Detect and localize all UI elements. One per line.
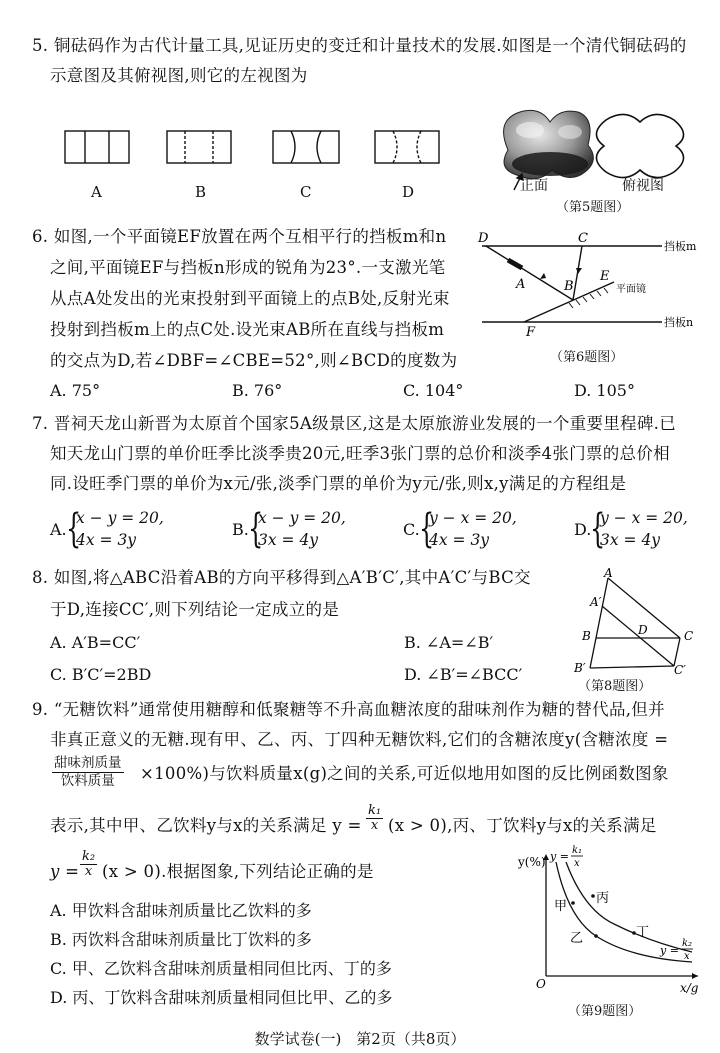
- fig6-label-b: B: [564, 279, 574, 294]
- q5-option-c: C: [300, 183, 312, 201]
- ray-arrow-icon: [540, 273, 546, 279]
- q8-figure: [554, 568, 704, 678]
- q6-caption: （第6题图）: [550, 350, 624, 365]
- q6-option-c: C. 104°: [403, 381, 464, 400]
- page-footer: 数学试卷(一) 第2页（共8页）: [254, 1030, 466, 1048]
- fraction-numerator: k₁: [368, 803, 382, 818]
- q8-option-b: B. ∠A=∠B′: [404, 633, 494, 652]
- point-jia: [571, 901, 575, 905]
- line-cc1: [674, 638, 680, 666]
- q9-line3: ×100%)与饮料质量x(g)之间的关系,可近似地用如图的反比例函数图象: [140, 764, 669, 783]
- q7-option-a-eq1: x − y = 20,: [76, 509, 164, 527]
- q7-option-d-eq2: 3x = 4y: [600, 531, 661, 549]
- fig8-label-b: B: [582, 629, 591, 643]
- fig9-label-ding: 丁: [636, 925, 650, 940]
- line-ab: [486, 246, 573, 300]
- q9-line4-b: (x > 0),丙、丁饮料y与x的关系满足: [388, 816, 657, 835]
- q7-line1: 7. 晋祠天龙山新晋为太原首个国家5A级景区,这是太原旅游业发展的一个重要里程碑.已: [32, 414, 676, 433]
- q5-line2: 示意图及其俯视图,则它的左视图为: [50, 66, 308, 85]
- q9-y-equals: y =: [50, 862, 80, 881]
- q9-k2-fraction: [80, 850, 97, 879]
- q7-option-b-letter: B.: [232, 520, 249, 539]
- q9-option-b: B. 丙饮料含甜味剂质量比丁饮料的多: [50, 930, 312, 949]
- line-ab1: [590, 578, 608, 668]
- top-view-shape: [596, 114, 683, 177]
- fig6-label-board-n: 挡板n: [664, 316, 694, 329]
- curve-k2: [566, 862, 692, 952]
- q7-option-c-system: [419, 506, 517, 552]
- q7-option-a-system: [66, 506, 164, 552]
- weight-photo: [504, 110, 594, 179]
- q7-option-c-letter: C.: [403, 520, 420, 539]
- q9-k1-fraction: [366, 804, 383, 833]
- point-bing: [591, 894, 595, 898]
- q7-option-c-eq2: 4x = 3y: [429, 531, 490, 549]
- fig9-k2: k₂: [682, 938, 693, 949]
- q8-line1: 8. 如图,将△ABC沿着AB的方向平移得到△A′B′C′,其中A′C′与BC交: [32, 568, 531, 587]
- q7-option-d-letter: D.: [574, 520, 592, 539]
- q9-figure: [510, 840, 714, 1020]
- fig6-label-d: D: [478, 231, 489, 246]
- q7-option-b-eq2: 3x = 4y: [258, 531, 319, 549]
- fig8-label-d: D: [638, 623, 648, 637]
- q5-line1: 5. 铜砝码作为古代计量工具,见证历史的变迁和计量技术的发展.如图是一个清代铜砝码的: [32, 36, 687, 55]
- q5-option-d: D: [402, 183, 415, 201]
- q7-option-b-eq1: x − y = 20,: [258, 509, 346, 527]
- q5-option-b: B: [195, 183, 207, 201]
- fig9-y-axis-label: y(%): [518, 855, 546, 869]
- laser-pointer: [508, 260, 522, 268]
- fraction-numerator: k₂: [82, 849, 96, 864]
- fraction-numerator: 甜味剂质量: [54, 755, 122, 771]
- q5-figure-c: [273, 131, 339, 163]
- q9-line4-a: 表示,其中甲、乙饮料y与x的关系满足 y =: [50, 816, 362, 835]
- q6-line4: 投射到挡板m上的点C处.设光束AB所在直线与挡板m: [50, 320, 445, 339]
- fig9-x-den-2: x: [684, 951, 690, 962]
- fig6-label-mirror: 平面镜: [616, 284, 646, 295]
- q5-figure-a: [65, 131, 129, 163]
- fig9-label-bing: 丙: [596, 891, 610, 906]
- q5-top-view-label: 俯视图: [622, 178, 664, 194]
- q6-line5: 的交点为D,若∠DBF=∠CBE=52°,则∠BCD的度数为: [50, 351, 458, 370]
- fig8-label-b1: B′: [574, 661, 586, 675]
- line-bc: [573, 246, 582, 300]
- q9-option-c: C. 甲、乙饮料含甜味剂质量相同但比丙、丁的多: [50, 959, 392, 978]
- q8-option-d: D. ∠B′=∠BCC′: [404, 665, 523, 684]
- fig9-x-den-1: x: [574, 858, 580, 869]
- q8-option-a: A. A′B=CC′: [50, 633, 141, 652]
- fig9-y-eq-1: y =: [550, 850, 569, 863]
- q9-option-a: A. 甲饮料含甜味剂质量比乙饮料的多: [50, 901, 312, 920]
- q9-line2: 非真正意义的无糖.现有甲、乙、丙、丁四种无糖饮料,它们的含糖浓度y(含糖浓度 =: [50, 730, 669, 749]
- brace-icon: {: [419, 506, 435, 552]
- fig9-origin-label: O: [536, 977, 546, 991]
- point-yi: [594, 934, 598, 938]
- fig9-label-yi: 乙: [570, 931, 584, 946]
- brace-icon: {: [66, 506, 82, 552]
- q6-line1: 6. 如图,一个平面镜EF放置在两个互相平行的挡板m和n: [32, 227, 447, 246]
- q5-figure-b: [167, 131, 231, 163]
- q6-option-a: A. 75°: [50, 381, 101, 400]
- fig9-x-axis-label: x/g: [680, 981, 699, 995]
- q7-option-d-eq1: y − x = 20,: [600, 509, 688, 527]
- q8-option-c: C. B′C′=2BD: [50, 665, 152, 684]
- fig8-label-c: C: [684, 629, 694, 643]
- brace-icon: {: [248, 506, 264, 552]
- fig8-label-a: A: [604, 568, 613, 580]
- q6-figure: [474, 226, 714, 346]
- q5-option-figures: [55, 126, 455, 168]
- fig6-label-c: C: [578, 231, 588, 246]
- fraction-denominator: x: [84, 864, 93, 879]
- line-b1c1: [590, 666, 674, 668]
- q5-figure-d: [375, 131, 439, 163]
- fig9-y-eq-2: y =: [660, 944, 679, 957]
- q9-line1: 9. “无糖饮料”通常使用糖醇和低聚糖等不升高血糖浓度的甜味剂作为糖的替代品,但并: [32, 700, 665, 719]
- fraction-denominator: x: [370, 818, 379, 833]
- q9-option-d: D. 丙、丁饮料含甜味剂质量相同但比甲、乙的多: [50, 988, 393, 1007]
- brace-icon: {: [590, 506, 606, 552]
- q7-option-a-letter: A.: [50, 520, 67, 539]
- q6-line3: 从点A处发出的光束投射到平面镜上的点B处,反射光束: [50, 289, 450, 308]
- x-axis-arrow-icon: [692, 973, 698, 979]
- q8-caption: （第8题图）: [578, 679, 652, 694]
- q9-line5-b: (x > 0).根据图象,下列结论正确的是: [102, 862, 374, 881]
- q6-line2: 之间,平面镜EF与挡板n形成的锐角为23°.一支激光笔: [50, 258, 446, 277]
- fig9-label-jia: 甲: [554, 899, 568, 914]
- q7-option-a-eq2: 4x = 3y: [76, 531, 137, 549]
- fig9-k1: k₁: [572, 845, 583, 856]
- q9-caption: （第9题图）: [568, 1004, 642, 1019]
- fig6-label-a: A: [516, 277, 526, 292]
- fig8-label-a1: A′: [590, 595, 602, 609]
- q9-concentration-fraction: [52, 755, 124, 790]
- q6-option-b: B. 76°: [232, 381, 283, 400]
- q5-option-a: A: [91, 183, 102, 201]
- q7-option-d-system: [590, 506, 688, 552]
- q7-line3: 同.设旺季门票的单价为x元/张,淡季门票的单价为y元/张,则x,y满足的方程组是: [50, 474, 627, 493]
- fraction-denominator: 饮料质量: [60, 773, 115, 789]
- q5-caption: （第5题图）: [556, 200, 630, 215]
- fig6-label-f: F: [526, 325, 536, 340]
- q5-front-label: 正面: [520, 178, 548, 194]
- q7-line2: 知天龙山门票的单价旺季比淡季贵20元,旺季3张门票的总价和淡季4张门票的总价相: [50, 444, 670, 463]
- fig6-label-e: E: [600, 269, 610, 284]
- q6-option-d: D. 105°: [574, 381, 635, 400]
- q7-option-c-eq1: y − x = 20,: [429, 509, 517, 527]
- q7-option-b-system: [248, 506, 346, 552]
- q8-line2: 于D,连接CC′,则下列结论一定成立的是: [50, 600, 340, 619]
- fig6-label-board-m: 挡板m: [664, 240, 697, 253]
- fig8-label-c1: C′: [674, 663, 686, 677]
